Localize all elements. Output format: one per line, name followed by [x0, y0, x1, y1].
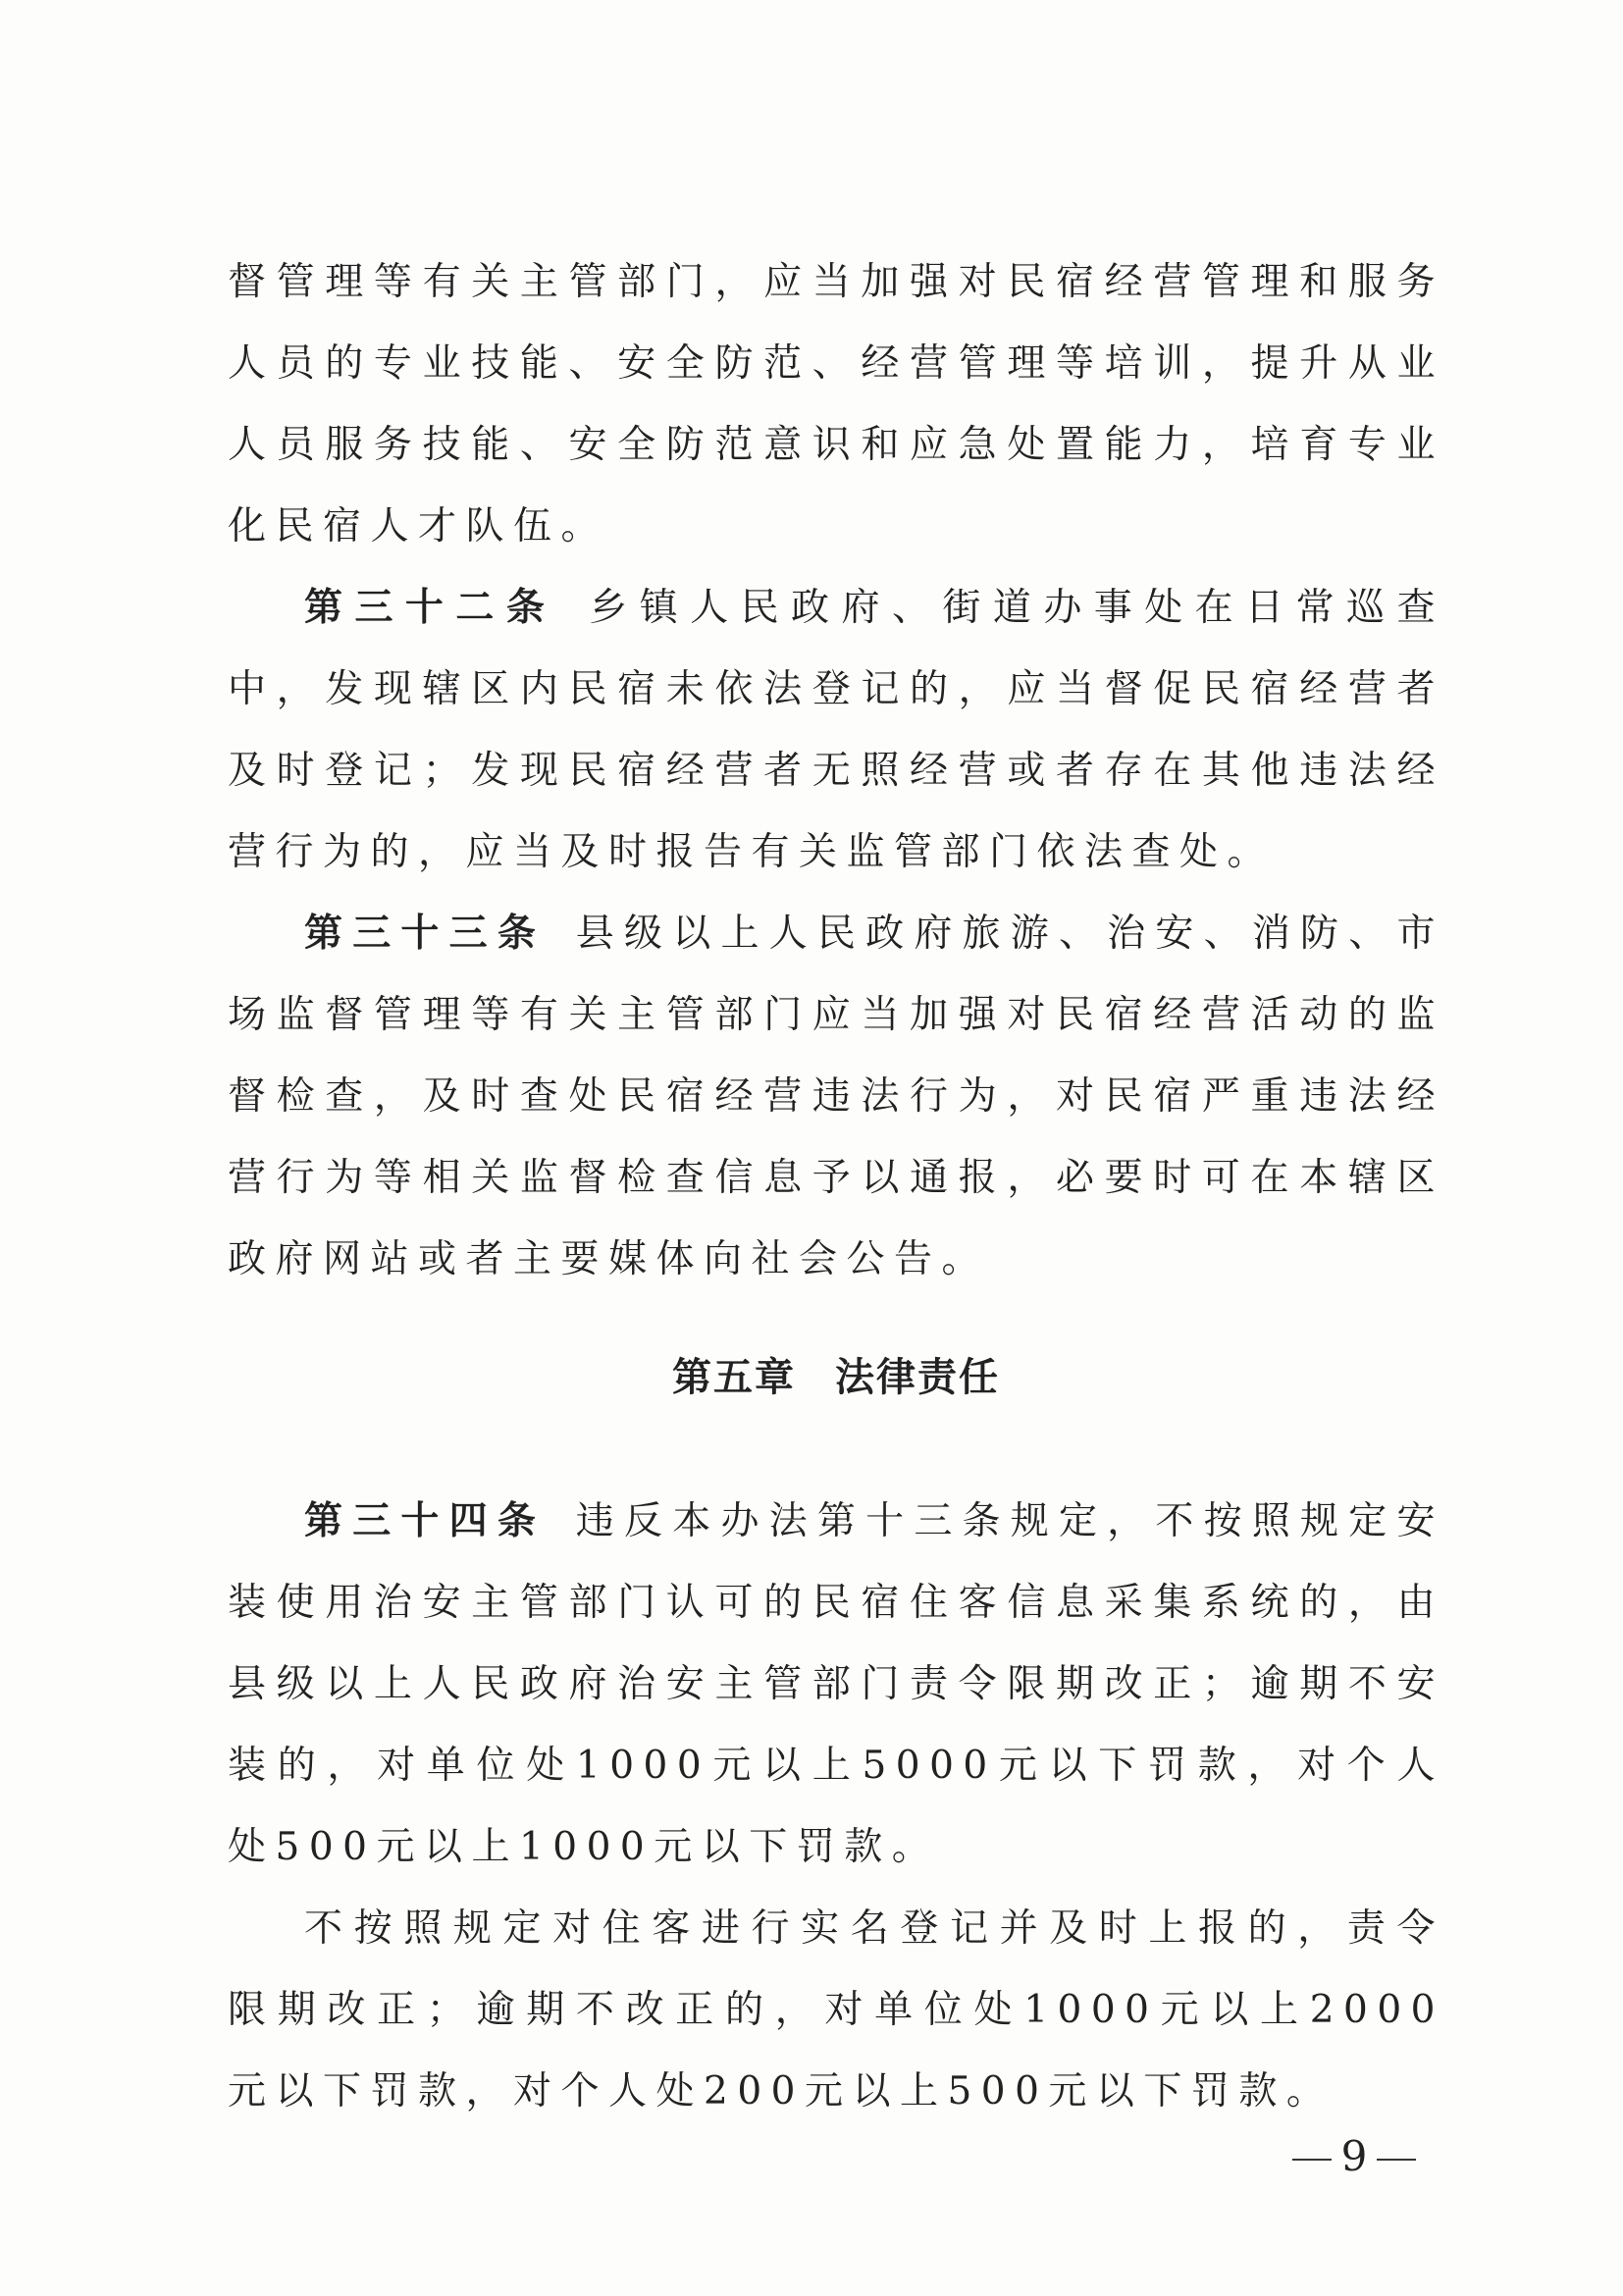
paragraph-continued — [228, 241, 1444, 567]
paragraph-text: 县级以上人民政府旅游、治安、消防、市场监督管理等有关主管部门应当加强对民宿经营活动的监督检查，及时查处民宿经营违法行为，对民宿严重违法经营行为等相关监督检查信息予以通报，必要时可在本辖区政府网站或者主要媒体向社会公告。 — [228, 912, 1444, 1281]
article-34-paragraph — [228, 1481, 1444, 1888]
paragraph-text: 乡镇人民政府、街道办事处在日常巡查中，发现辖区内民宿未依法登记的，应当督促民宿经营者及时登记；发现民宿经营者无照经营或者存在其他违法经营行为的，应当及时报告有关监管部门依法查处。 — [228, 586, 1444, 874]
paragraph-text: 不按照规定对住客进行实名登记并及时上报的，责令限期改正；逾期不改正的，对单位处1000元以上2000元以下罚款，对个人处200元以上500元以下罚款。 — [228, 1906, 1444, 2113]
paragraph-text: 督管理等有关主管部门，应当加强对民宿经营管理和服务人员的专业技能、安全防范、经营管理等培训，提升从业人员服务技能、安全防范意识和应急处置能力，培育专业化民宿人才队伍。 — [228, 260, 1444, 548]
document-body — [228, 241, 1444, 2132]
page-number — [1276, 2127, 1433, 2186]
article-number: 第三十四条 — [304, 1498, 547, 1543]
chapter-number: 第五章 — [672, 1354, 796, 1400]
paragraph-text: 违反本办法第十三条规定，不按照规定安装使用治安主管部门认可的民宿住客信息采集系统的，由县级以上人民政府治安主管部门责令限期改正；逾期不安装的，对单位处1000元以上5000元以下罚款，对个人处500元以上1000元以下罚款。 — [228, 1499, 1444, 1869]
article-33-paragraph — [228, 893, 1444, 1300]
article-32-paragraph — [228, 567, 1444, 893]
chapter-heading — [228, 1300, 1444, 1481]
article-number: 第三十三条 — [304, 911, 547, 956]
page-number-value: 9 — [1340, 2132, 1368, 2180]
dash-left — [1292, 2159, 1332, 2161]
article-34-subparagraph — [228, 1888, 1444, 2132]
dash-right — [1377, 2159, 1416, 2161]
chapter-title: 法律责任 — [835, 1354, 1000, 1400]
article-number: 第三十二条 — [304, 585, 557, 630]
